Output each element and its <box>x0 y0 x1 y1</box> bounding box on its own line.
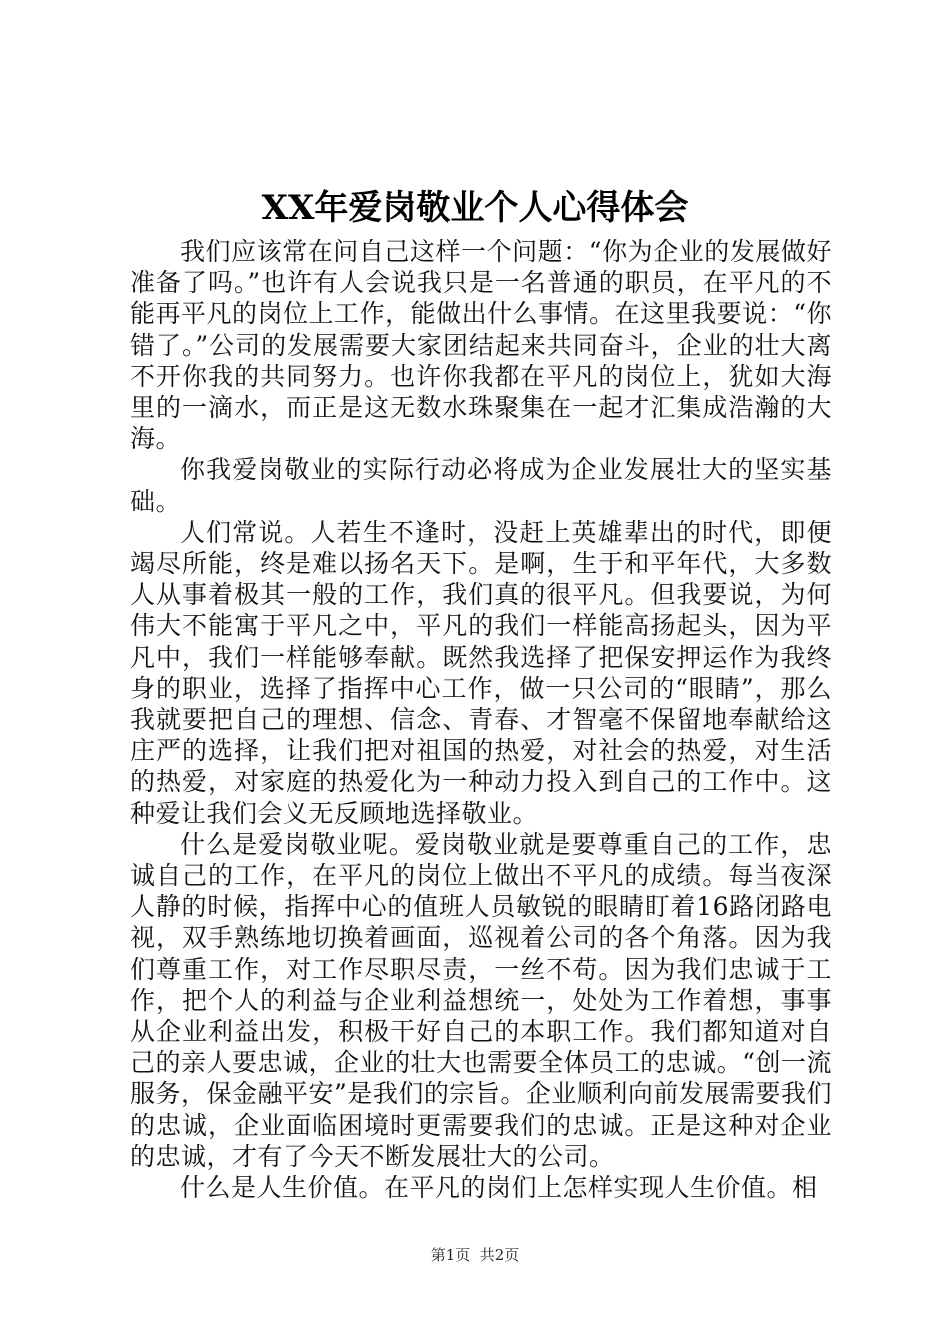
paragraph: 你我爱岗敬业的实际行动必将成为企业发展壮大的坚实基础。 <box>130 455 832 516</box>
paragraph: 人们常说。人若生不逢时，没赶上英雄辈出的时代，即便竭尽所能，终是难以扬名天下。是啊，生于和平年代，大多数人从事着极其一般的工作，我们真的很平凡。但我要说，为何伟大不能寓于平凡之中，平凡的我们一样能高扬起头，因为平凡中，我们一样能够奉献。既然我选择了把保安押运作为我终身的职业，选择了指挥中心工作，做一只公司的“眼睛”，那么我就要把自己的理想、信念、青春、才智毫不保留地奉献给这庄严的选择，让我们把对祖国的热爱，对社会的热爱，对生活的热爱，对家庭的热爱化为一种动力投入到自己的工作中。这种爱让我们会义无反顾地选择敬业。 <box>130 517 832 828</box>
page-footer: 第1页 共2页 <box>430 1246 520 1264</box>
paragraph: 我们应该常在问自己这样一个问题：“你为企业的发展做好准备了吗。”也许有人会说我只是一名普通的职员，在平凡的不能再平凡的岗位上工作，能做出什么事情。在这里我要说：“你错了。”公司的发展需要大家团结起来共同奋斗，企业的壮大离不开你我的共同努力。也许你我都在平凡的岗位上，犹如大海里的一滴水，而正是这无数水珠聚集在一起才汇集成浩瀚的大海。 <box>130 237 832 454</box>
document-title: XX年爱岗敬业个人心得体会 <box>261 188 689 228</box>
paragraph: 什么是人生价值。在平凡的岗们上怎样实现人生价值。相 <box>180 1173 818 1203</box>
document-body <box>130 236 832 1203</box>
paragraph: 什么是爱岗敬业呢。爱岗敬业就是要尊重自己的工作，忠诚自己的工作，在平凡的岗位上做出不平凡的成绩。每当夜深人静的时候，指挥中心的值班人员敏锐的眼睛盯着16路闭路电视，双手熟练地切换着画面，巡视着公司的各个角落。因为我们尊重工作，对工作尽职尽责，一丝不苟。因为我们忠诚于工作，把个人的利益与企业利益想统一，处处为工作着想，事事从企业利益出发，积极干好自己的本职工作。我们都知道对自己的亲人要忠诚，企业的壮大也需要全体员工的忠诚。“创一流服务，保金融平安”是我们的宗旨。企业顺利向前发展需要我们的忠诚，企业面临困境时更需要我们的忠诚。正是这种对企业的忠诚，才有了今天不断发展壮大的公司。 <box>130 829 832 1171</box>
